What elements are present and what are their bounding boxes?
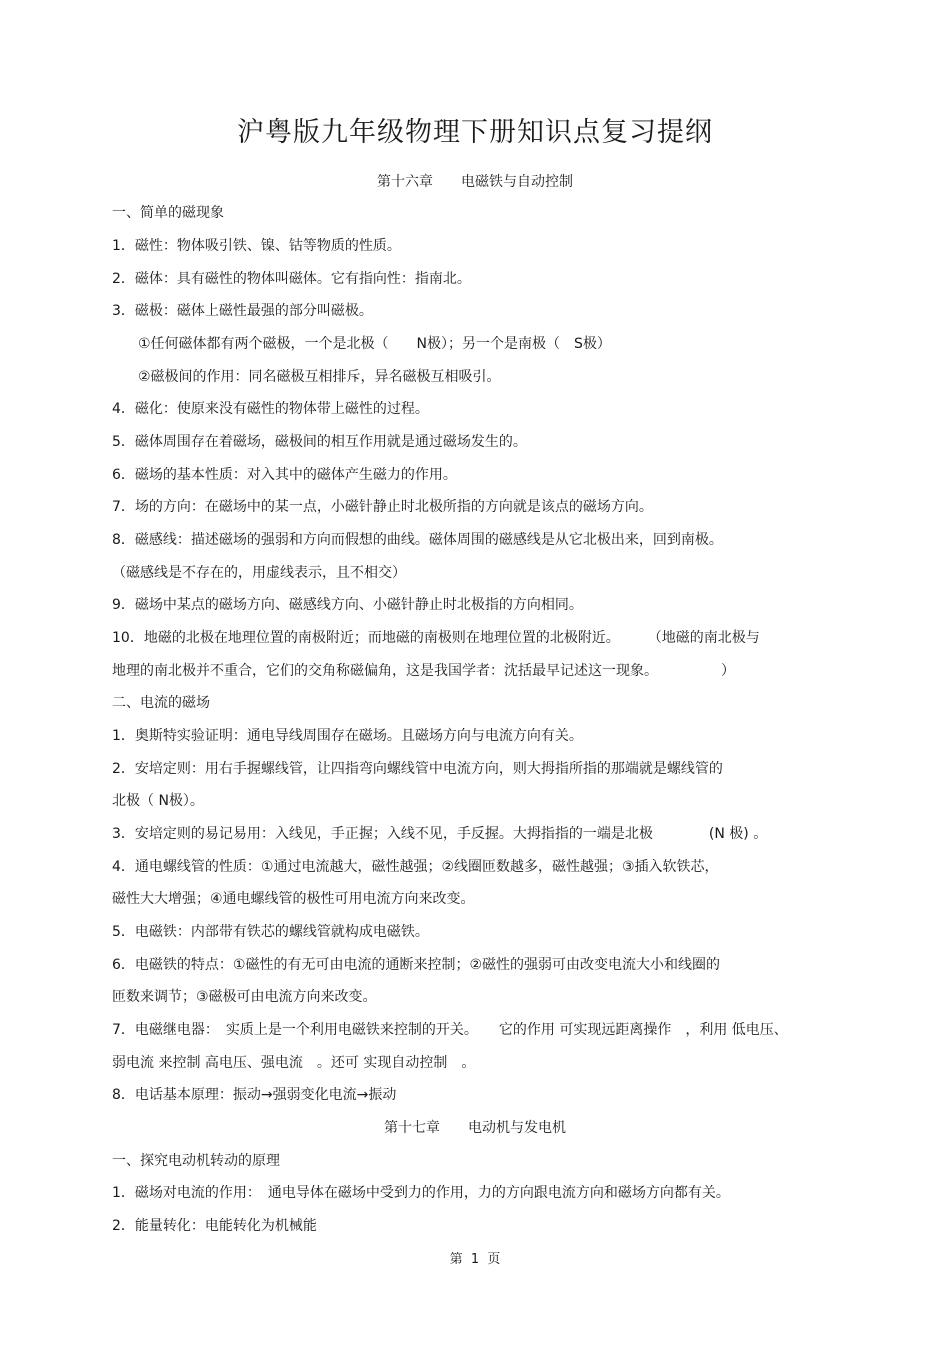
text-line: 弱电流 来控制 高电压、强电流 。还可 实现自动控制 。 <box>112 1055 476 1071</box>
text-line: 4．通电螺线管的性质：①通过电流越大，磁性越强；②线圈匝数越多，磁性越强；③插入软铁芯， <box>112 859 719 875</box>
section-heading: 二、电流的磁场 <box>112 695 210 711</box>
text-line: 8．电话基本原理：振动→强弱变化电流→振动 <box>112 1087 397 1103</box>
text-line: 4．磁化：使原来没有磁性的物体带上磁性的过程。 <box>112 401 429 417</box>
text-line: 9．磁场中某点的磁场方向、磁感线方向、小磁针静止时北极指的方向相同。 <box>112 597 583 613</box>
text-line: 6．磁场的基本性质：对入其中的磁体产生磁力的作用。 <box>112 467 457 483</box>
text-line: 10．地磁的北极在地理位置的南极附近；而地磁的南极则在地理位置的北极附近。 （地磁的南北极与 <box>112 630 760 646</box>
page-number: 第 1 页 <box>449 1252 501 1267</box>
text-line: 2．安培定则：用右手握螺线管，让四指弯向螺线管中电流方向，则大拇指所指的那端就是螺线管的 <box>112 761 723 777</box>
text-line: 6．电磁铁的特点：①磁性的有无可由电流的通断来控制；②磁性的强弱可由改变电流大小和线圈的 <box>112 957 721 973</box>
document-title: 沪粤版九年级物理下册知识点复习提纲 <box>237 117 713 148</box>
text-line: 2．能量转化：电能转化为机械能 <box>112 1218 317 1234</box>
text-line: 7．场的方向：在磁场中的某一点，小磁针静止时北极所指的方向就是该点的磁场方向。 <box>112 499 653 515</box>
text-line: 3．安培定则的易记易用：入线见，手正握；入线不见，手反握。大拇指指的一端是北极 (N 极) 。 <box>112 826 768 842</box>
text-line: 1．奥斯特实验证明：通电导线周围存在磁场。且磁场方向与电流方向有关。 <box>112 728 583 744</box>
text-line: 磁性大大增强；④通电螺线管的极性可用电流方向来改变。 <box>112 891 475 907</box>
text-line: ①任何磁体都有两个磁极，一个是北极（ N极）；另一个是南极（ S极） <box>138 336 611 352</box>
text-line: ②磁极间的作用：同名磁极互相排斥，异名磁极互相吸引。 <box>138 369 501 385</box>
text-line: 3．磁极：磁体上磁性最强的部分叫磁极。 <box>112 303 373 319</box>
text-line: （磁感线是不存在的，用虚线表示，且不相交） <box>112 565 406 581</box>
text-line: 1．磁性：物体吸引铁、镍、钴等物质的性质。 <box>112 238 401 254</box>
text-line: 1．磁场对电流的作用： 通电导体在磁场中受到力的作用，力的方向跟电流方向和磁场方向都有关。 <box>112 1185 730 1201</box>
text-line: 北极（ N极）。 <box>112 793 204 809</box>
text-line: 匝数来调节；③磁极可由电流方向来改变。 <box>112 989 377 1005</box>
chapter-16-heading: 第十六章 电磁铁与自动控制 <box>377 174 573 190</box>
text-line: 2．磁体：具有磁性的物体叫磁体。它有指向性：指南北。 <box>112 271 471 287</box>
text-line: 5．磁体周围存在着磁场，磁极间的相互作用就是通过磁场发生的。 <box>112 434 527 450</box>
section-heading: 一、简单的磁现象 <box>112 205 224 221</box>
section-heading: 一、探究电动机转动的原理 <box>112 1153 280 1169</box>
text-line: 8．磁感线：描述磁场的强弱和方向而假想的曲线。磁体周围的磁感线是从它北极出来，回到南极。 <box>112 532 723 548</box>
chapter-17-heading: 第十七章 电动机与发电机 <box>384 1120 566 1136</box>
text-line: 7．电磁继电器： 实质上是一个利用电磁铁来控制的开关。 它的作用 可实现远距离操作 ，利用 低电压、 <box>112 1022 788 1038</box>
text-line: 地理的南北极并不重合，它们的交角称磁偏角，这是我国学者：沈括最早记述这一现象。 ） <box>112 663 735 679</box>
text-line: 5．电磁铁：内部带有铁芯的螺线管就构成电磁铁。 <box>112 924 429 940</box>
